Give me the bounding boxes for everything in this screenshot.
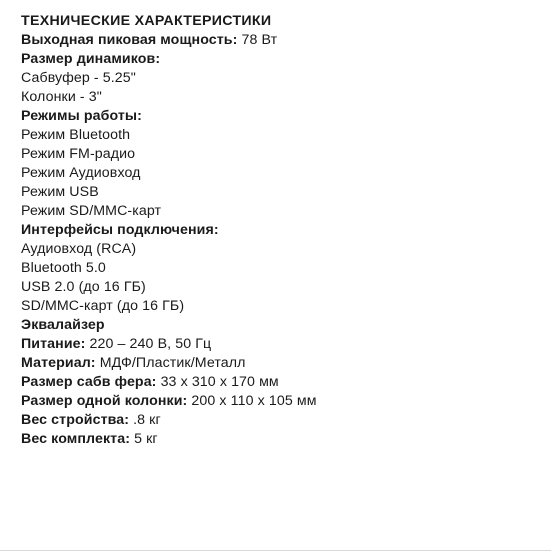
sub-size-value: 33 x 310 x 170 мм [160,374,279,390]
speaker-unit-size-label: Размер одной колонки: [21,393,188,409]
output-power-row [21,31,541,50]
kit-weight-row [21,430,541,449]
mode-item: Режим FM-радио [21,146,136,162]
material-label: Материал: [21,355,96,371]
power-value: 220 – 240 В, 50 Гц [89,336,212,352]
material-value: МДФ/Пластик/Металл [99,355,246,371]
power-label: Питание: [21,336,86,352]
sub-size-row [21,373,541,392]
page-title: ТЕХНИЧЕСКИЕ ХАРАКТЕРИСТИКИ [21,13,272,29]
material-row [21,354,541,373]
speaker-size-heading: Размер динамиков: [21,51,161,67]
power-row [21,335,541,354]
mode-item: Режим USB [21,184,99,200]
interfaces-heading: Интерфейсы подключения: [21,222,219,238]
interface-item: USB 2.0 (до 16 ГБ) [21,279,146,295]
mode-item: Режим Bluetooth [21,127,131,143]
interface-item: SD/MMC-карт (до 16 ГБ) [21,298,185,314]
equalizer-label: Эквалайзер [21,317,105,333]
speaker-unit-size-value: 200 x 110 x 105 мм [191,393,317,409]
mode-item: Режим SD/MMC-карт [21,203,162,219]
kit-weight-value: 5 кг [134,431,158,447]
speaker-size-item: Колонки - 3" [21,89,102,105]
speaker-unit-size-row [21,392,541,411]
modes-heading: Режимы работы: [21,108,142,124]
output-power-value: 78 Вт [241,32,278,48]
spec-sheet [21,12,541,449]
speaker-size-item: Сабвуфер - 5.25" [21,70,136,86]
kit-weight-label: Вес комплекта: [21,431,131,447]
device-weight-value: .8 кг [133,412,161,428]
sub-size-label: Размер сабв фера: [21,374,157,390]
interface-item: Аудиовход (RCA) [21,241,137,257]
device-weight-row [21,411,541,430]
output-power-label: Выходная пиковая мощность: [21,32,238,48]
interface-item: Bluetooth 5.0 [21,260,106,276]
mode-item: Режим Аудиовход [21,165,141,181]
device-weight-label: Вес стройства: [21,412,130,428]
